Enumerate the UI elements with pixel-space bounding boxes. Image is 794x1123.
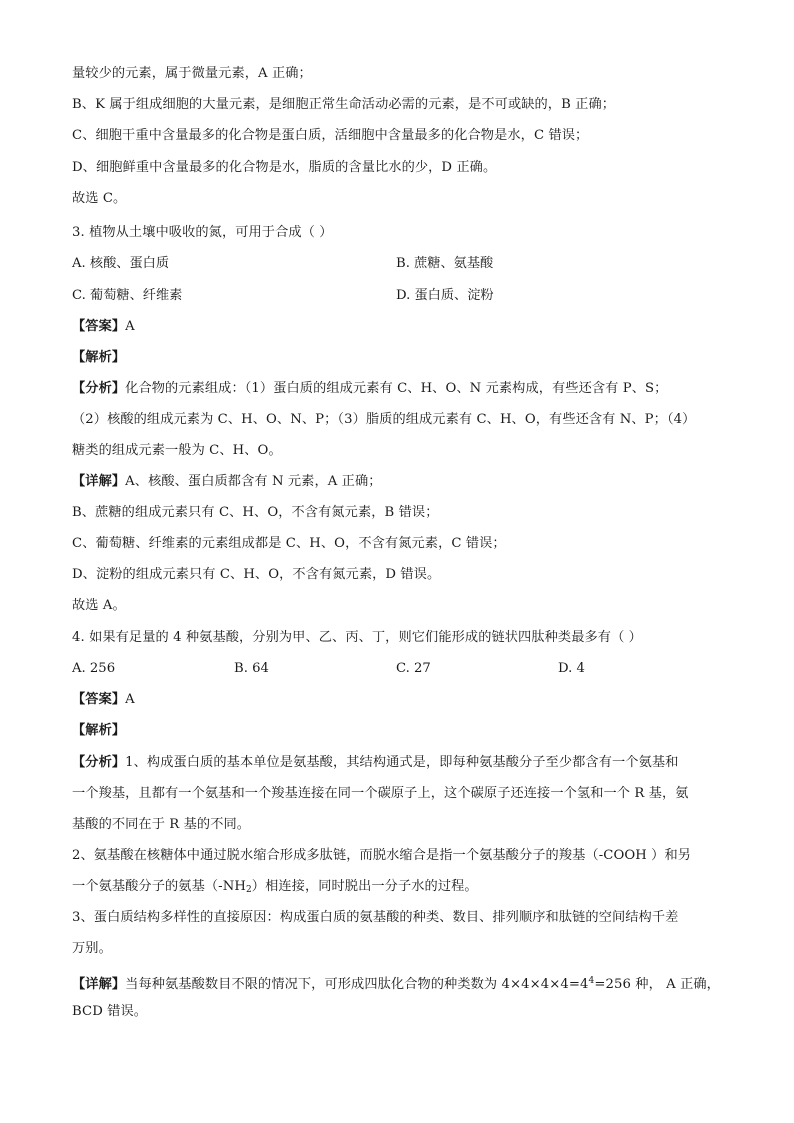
text-line: 2、氨基酸在核糖体中通过脱水缩合形成多肽链，而脱水缩合是指一个氨基酸分子的羧基（-COOH ）和另 bbox=[72, 848, 692, 863]
q4-fenxi-5 bbox=[72, 879, 478, 898]
answer-tag: 【答案】 bbox=[72, 319, 126, 334]
answer-tag: 【答案】 bbox=[72, 692, 126, 707]
text-line: A、核酸、蛋白质都含有 N 元素，A 正确； bbox=[125, 474, 382, 489]
text-line: D、淀粉的组成元素只有 C、H、O，不含有氮元素，D 错误。 bbox=[72, 567, 441, 582]
text-fragment: 一个氨基酸分子的氨基（-NH bbox=[72, 879, 246, 894]
text-line: 量较少的元素，属于微量元素，A 正确； bbox=[72, 66, 312, 81]
q4-option-b: B. 64 bbox=[234, 661, 269, 676]
q4-xiangjie-1 bbox=[72, 973, 720, 993]
q4-option-c: C. 27 bbox=[396, 661, 431, 676]
answer-value: A bbox=[125, 319, 135, 334]
text-line: （2）核酸的组成元素为 C、H、O、N、P；（3）脂质的组成元素有 C、H、O，有些还含有 N、P；（4） bbox=[72, 412, 696, 427]
q4-analysis-tag bbox=[72, 723, 125, 739]
q3-analysis-tag bbox=[72, 350, 125, 366]
q3-option-a: A. 核酸、蛋白质 bbox=[72, 256, 170, 271]
xiangjie-tag: 【详解】 bbox=[72, 474, 126, 489]
text-line: B、K 属于组成细胞的大量元素，是细胞正常生命活动必需的元素，是不可或缺的，B 正确； bbox=[72, 97, 616, 112]
q3-option-b: B. 蔗糖、氨基酸 bbox=[396, 256, 494, 271]
text-line: 1、构成蛋白质的基本单位是氨基酸，其结构通式是，即每种氨基酸分子至少都含有一个氨基和 bbox=[125, 755, 679, 770]
text-line: D、细胞鲜重中含量最多的化合物是水，脂质的含量比水的少，D 正确。 bbox=[72, 160, 497, 175]
text-line: 化合物的元素组成：（1）蛋白质的组成元素有 C、H、O、N 元素构成，有些还含有 P、S； bbox=[125, 381, 668, 396]
question-3-stem: 3. 植物从土壤中吸收的氮，可用于合成（ ） bbox=[72, 225, 333, 240]
answer-value: A bbox=[125, 692, 135, 707]
text-line: C、细胞干重中含量最多的化合物是蛋白质，活细胞中含量最多的化合物是水，C 错误； bbox=[72, 128, 589, 143]
fenxi-tag: 【分析】 bbox=[72, 755, 126, 770]
q4-answer bbox=[72, 692, 135, 708]
text-line: 一个羧基，且都有一个氨基和一个羧基连接在同一个碳原子上，这个碳原子还连接一个氢和一个 R 基，氨 bbox=[72, 786, 689, 801]
analysis-tag: 【解析】 bbox=[72, 350, 126, 365]
text-line: 故选 C。 bbox=[72, 191, 127, 206]
text-line: BCD 错误。 bbox=[72, 1004, 148, 1019]
q3-fenxi-1 bbox=[72, 381, 667, 397]
q3-xiangjie-1 bbox=[72, 474, 382, 490]
q4-option-a: A. 256 bbox=[72, 661, 116, 676]
analysis-tag: 【解析】 bbox=[72, 723, 126, 738]
text-line: 基酸的不同在于 R 基的不同。 bbox=[72, 817, 251, 832]
text-line: 万别。 bbox=[72, 941, 112, 956]
text-line: B、蔗糖的组成元素只有 C、H、O，不含有氮元素，B 错误； bbox=[72, 505, 439, 520]
fenxi-tag: 【分析】 bbox=[72, 381, 126, 396]
question-4-stem: 4. 如果有足量的 4 种氨基酸，分别为甲、乙、丙、丁，则它们能形成的链状四肽种类最多有（ ） bbox=[72, 630, 642, 645]
q3-option-c: C. 葡萄糖、纤维素 bbox=[72, 288, 183, 303]
superscript: 4 bbox=[588, 976, 595, 986]
q3-option-d: D. 蛋白质、淀粉 bbox=[396, 288, 494, 303]
q4-fenxi-1 bbox=[72, 755, 678, 771]
subscript: 2 bbox=[245, 885, 252, 895]
q3-answer bbox=[72, 319, 135, 335]
text-line: C、葡萄糖、纤维素的元素组成都是 C、H、O，不含有氮元素，C 错误； bbox=[72, 536, 506, 551]
text-line: 3、蛋白质结构多样性的直接原因：构成蛋白质的氨基酸的种类、数目、排列顺序和肽链的空间结构千差 bbox=[72, 910, 679, 925]
q4-option-d: D. 4 bbox=[558, 661, 585, 676]
text-fragment: 当每种氨基酸数目不限的情况下，可形成四肽化合物的种类数为 4×4×4×4=4 bbox=[125, 977, 589, 992]
xiangjie-tag: 【详解】 bbox=[72, 977, 126, 992]
text-line: 糖类的组成元素一般为 C、H、O。 bbox=[72, 443, 282, 458]
text-fragment: ）相连接，同时脱出一分子水的过程。 bbox=[251, 879, 478, 894]
text-fragment: =256 种， A 正确， bbox=[594, 977, 720, 992]
text-line: 故选 A。 bbox=[72, 598, 126, 613]
